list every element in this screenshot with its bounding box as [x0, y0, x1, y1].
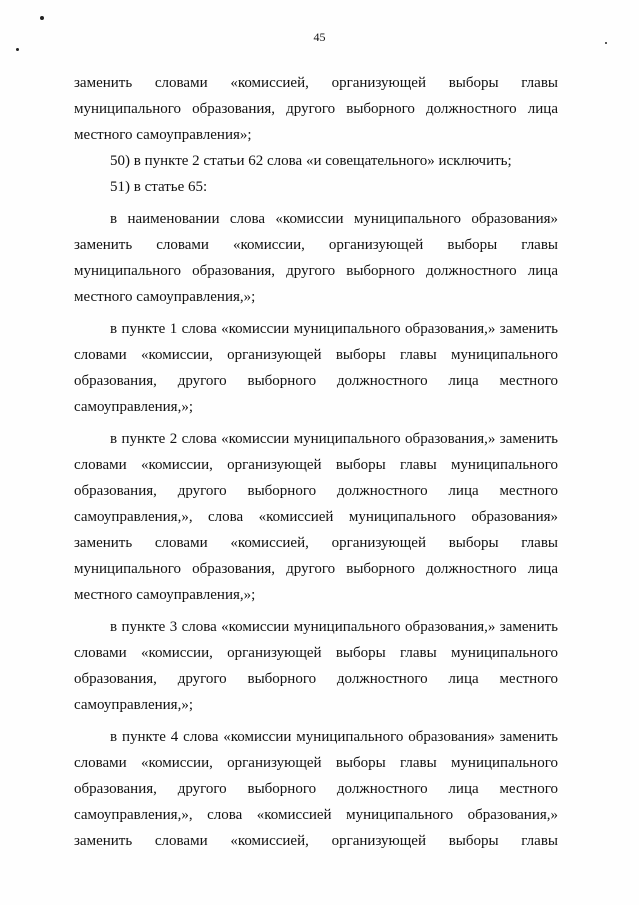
paragraph	[74, 174, 558, 200]
text-line: образования, другого выборного должностного лица местного	[74, 781, 558, 797]
text-line: в пункте 4 слова «комиссии муниципального образования» заменить	[110, 729, 558, 745]
text-line: 50) в пункте 2 статьи 62 слова «и совещательного» исключить;	[110, 153, 512, 169]
paragraph	[74, 70, 558, 148]
paragraph	[74, 148, 558, 174]
text-line: муниципального образования, другого выборного должностного лица	[74, 263, 558, 279]
text-line: в наименовании слова «комиссии муниципального образования»	[110, 211, 558, 227]
paragraph	[74, 614, 558, 718]
text-line: местного самоуправления,»;	[74, 289, 256, 305]
text-line: образования, другого выборного должностного лица местного	[74, 671, 558, 687]
text-line: словами «комиссии, организующей выборы главы муниципального	[74, 645, 558, 661]
text-line: словами «комиссии, организующей выборы главы муниципального	[74, 755, 558, 771]
text-line: 51) в статье 65:	[110, 179, 208, 195]
text-line: самоуправления,»;	[74, 399, 194, 415]
scan-speck	[605, 42, 607, 44]
text-line: заменить словами «комиссией, организующей выборы главы	[74, 75, 558, 91]
text-line: местного самоуправления»;	[74, 127, 252, 143]
text-line: самоуправления,», слова «комиссией муниципального образования,»	[74, 807, 558, 823]
text-line: заменить словами «комиссии, организующей выборы главы	[74, 237, 558, 253]
text-line: образования, другого выборного должностного лица местного	[74, 483, 558, 499]
scan-speck	[16, 48, 19, 51]
page-number: 45	[313, 30, 326, 44]
text-line: муниципального образования, другого выборного должностного лица	[74, 561, 558, 577]
scan-speck	[40, 16, 44, 20]
paragraph	[74, 426, 558, 608]
text-line: самоуправления,», слова «комиссией муниципального образования»	[74, 509, 558, 525]
text-line: образования, другого выборного должностного лица местного	[74, 373, 558, 389]
paragraph	[74, 316, 558, 420]
text-line: в пункте 3 слова «комиссии муниципального образования,» заменить	[110, 619, 558, 635]
text-line: местного самоуправления,»;	[74, 587, 256, 603]
text-line: муниципального образования, другого выборного должностного лица	[74, 101, 558, 117]
document-body	[74, 70, 558, 854]
paragraph	[74, 206, 558, 310]
text-line: в пункте 1 слова «комиссии муниципального образования,» заменить	[110, 321, 558, 337]
text-line: словами «комиссии, организующей выборы главы муниципального	[74, 457, 558, 473]
text-line: самоуправления,»;	[74, 697, 194, 713]
text-line: заменить словами «комиссией, организующей выборы главы	[74, 833, 558, 849]
paragraph	[74, 724, 558, 854]
text-line: словами «комиссии, организующей выборы главы муниципального	[74, 347, 558, 363]
text-line: в пункте 2 слова «комиссии муниципального образования,» заменить	[110, 431, 558, 447]
text-line: заменить словами «комиссией, организующей выборы главы	[74, 535, 558, 551]
